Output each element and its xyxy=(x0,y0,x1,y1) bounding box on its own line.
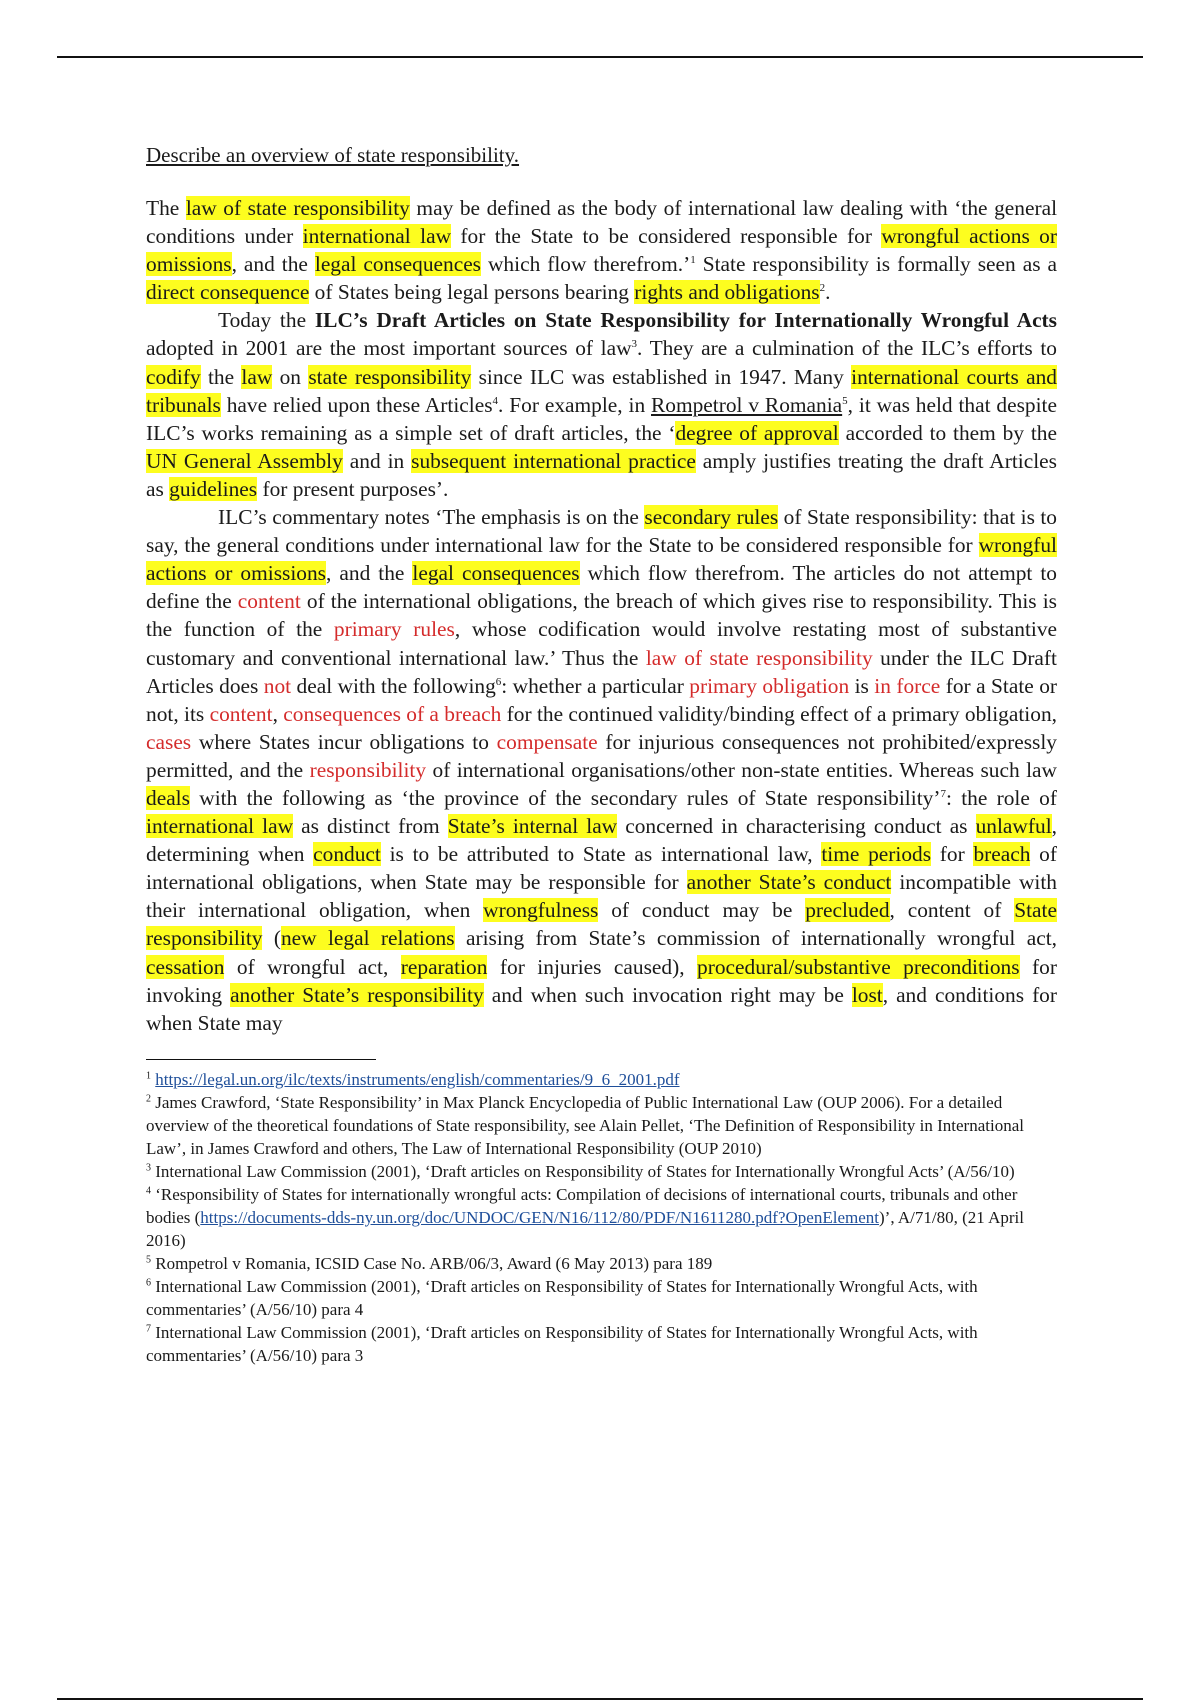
text: , xyxy=(272,701,284,726)
highlight: rights and obligations xyxy=(634,280,820,305)
text: of conduct may be xyxy=(598,898,806,923)
red-text: content xyxy=(209,701,273,726)
text: for invoking xyxy=(146,954,1057,1007)
highlight: cessation xyxy=(146,954,225,979)
text: , whose codification would involve restating most of substantive customary and conventional international law.’ Thus the xyxy=(146,617,1058,670)
red-text: primary obligation xyxy=(689,673,850,698)
text: deal with the following xyxy=(291,673,496,698)
footnote-7 xyxy=(146,1321,1057,1367)
red-text: cases xyxy=(146,729,192,754)
footnote-1 xyxy=(146,1068,1057,1091)
footnote-number: 6 xyxy=(146,1277,151,1289)
text: for present purposes’. xyxy=(257,476,449,501)
red-text: law of state responsibility xyxy=(645,645,873,670)
text: of State responsibility: that is to say, the general conditions under international law for the State to be considered responsible for xyxy=(146,505,1058,558)
text: the xyxy=(200,364,242,389)
footnote-link[interactable]: https://documents-dds-ny.un.org/doc/UNDOC/GEN/N16/112/80/PDF/N1611280.pdf?OpenElement xyxy=(200,1207,879,1227)
footnote-number: 1 xyxy=(146,1070,151,1082)
footnote-separator xyxy=(146,1059,376,1060)
red-text: not xyxy=(263,673,292,698)
footnote-number: 5 xyxy=(146,1254,151,1266)
footnote-text: ‘Responsibility of States for internationally wrongful acts: Compilation of decisions of international courts, tribunals and other bodies ( xyxy=(146,1184,1018,1227)
footnote-4 xyxy=(146,1183,1057,1252)
red-text: compensate xyxy=(496,729,598,754)
footnotes xyxy=(146,1068,1057,1367)
highlight: degree of approval xyxy=(675,420,839,445)
text: may be defined as the body of international law dealing with ‘the general conditions under xyxy=(146,196,1058,249)
footnote-6 xyxy=(146,1275,1057,1321)
text: with the following as ‘the province of the secondary rules of State responsibility’ xyxy=(189,785,941,810)
red-text: primary rules xyxy=(333,617,455,642)
text: , and conditions for when State may xyxy=(146,982,1058,1035)
footnote-text: International Law Commission (2001), ‘Draft articles on Responsibility of States for Internationally Wrongful Acts, with commentaries’ (A/56/10) para 4 xyxy=(146,1276,978,1319)
text: : whether a particular xyxy=(501,673,690,698)
document-body xyxy=(146,194,1057,1037)
highlight: codify xyxy=(146,364,201,389)
text: accorded to them by the xyxy=(838,420,1057,445)
highlight: another State’s responsibility xyxy=(230,982,484,1007)
highlight: new legal relations xyxy=(280,926,455,951)
text: , content of xyxy=(889,898,1015,923)
highlight: deals xyxy=(146,785,190,810)
text: ( xyxy=(262,926,281,951)
text: of international organisations/other non-state entities. Whereas such law xyxy=(426,757,1057,782)
text: . xyxy=(825,280,831,305)
text: : the role of xyxy=(945,785,1057,810)
highlight: wrongful actions or omissions xyxy=(146,533,1057,586)
footnote-number: 7 xyxy=(146,1323,151,1335)
highlight: secondary rules xyxy=(644,505,779,530)
footnote-ref[interactable]: 5 xyxy=(842,394,848,407)
footnote-number: 4 xyxy=(146,1185,151,1197)
highlight: wrongful actions or omissions xyxy=(146,224,1057,277)
text: of international obligations, when State may be responsible for xyxy=(146,842,1057,895)
text: of States being legal persons bearing xyxy=(309,280,635,305)
text: is xyxy=(849,673,875,698)
highlight: guidelines xyxy=(169,476,258,501)
footnote-number: 2 xyxy=(146,1093,151,1105)
footnote-3 xyxy=(146,1160,1057,1183)
text: , determining when xyxy=(146,814,1057,867)
highlight: precluded xyxy=(805,898,890,923)
highlight: international law xyxy=(302,224,452,249)
header-rule xyxy=(57,56,1143,58)
text: . They are a culmination of the ILC’s efforts to xyxy=(637,336,1057,361)
highlight: international courts and tribunals xyxy=(146,364,1057,417)
highlight: state responsibility xyxy=(308,364,472,389)
case-name: Rompetrol v Romania xyxy=(651,392,843,417)
red-text: in force xyxy=(874,673,941,698)
highlight: lost xyxy=(851,982,883,1007)
text: of the international obligations, the breach of which gives rise to responsibility. This is the function of the xyxy=(146,589,1057,642)
text: have relied upon these Articles xyxy=(220,392,493,417)
highlight: legal consequences xyxy=(412,561,580,586)
text: which flow therefrom. The articles do not attempt to define the xyxy=(146,561,1058,614)
text: arising from State’s commission of internationally wrongful act, xyxy=(454,926,1058,951)
text: incompatible with their international obligation, when xyxy=(146,870,1057,923)
text: for injuries caused), xyxy=(487,954,698,979)
paragraph-3 xyxy=(146,503,1057,1037)
highlight: time periods xyxy=(821,842,932,867)
document-title: Describe an overview of state responsibility. xyxy=(146,143,520,167)
highlight: unlawful xyxy=(975,814,1052,839)
footnote-text: Rompetrol v Romania, ICSID Case No. ARB/06/3, Award (6 May 2013) para 189 xyxy=(155,1253,713,1273)
footnote-number: 3 xyxy=(146,1162,151,1174)
text: , and the xyxy=(231,252,315,277)
text: , it was held that despite ILC’s works remaining as a simple set of draft articles, the ‘ xyxy=(146,392,1057,445)
text: State responsibility is formally seen as a xyxy=(695,252,1057,277)
text: for the continued validity/binding effect of a primary obligation, xyxy=(501,701,1057,726)
text: and in xyxy=(342,448,412,473)
text: amply justifies treating the draft Articles as xyxy=(146,448,1057,501)
red-text: content xyxy=(237,589,301,614)
document-page xyxy=(146,140,1057,1367)
highlight: reparation xyxy=(400,954,488,979)
footnote-2 xyxy=(146,1091,1057,1160)
text: as distinct from xyxy=(293,814,448,839)
footnote-ref[interactable]: 7 xyxy=(940,787,946,800)
text: The xyxy=(146,196,186,220)
red-text: consequences of a breach xyxy=(283,701,502,726)
text: for injurious consequences not prohibited/expressly permitted, and the xyxy=(146,729,1057,782)
text: which flow therefrom.’ xyxy=(481,252,691,277)
paragraph-2 xyxy=(146,306,1057,503)
footnote-ref[interactable]: 3 xyxy=(631,338,638,351)
highlight: direct consequence xyxy=(146,280,310,305)
footnote-5 xyxy=(146,1252,1057,1275)
bold-text: ILC’s Draft Articles on State Responsibility for Internationally Wrongful Acts xyxy=(314,308,1058,333)
highlight: wrongfulness xyxy=(483,898,599,923)
red-text: responsibility xyxy=(309,757,427,782)
footnote-ref[interactable]: 2 xyxy=(819,282,826,295)
highlight: procedural/substantive preconditions xyxy=(697,954,1020,979)
text: is to be attributed to State as international law, xyxy=(380,842,822,867)
highlight: State responsibility xyxy=(146,898,1057,951)
text: where States incur obligations to xyxy=(191,729,497,754)
footnote-text: International Law Commission (2001), ‘Draft articles on Responsibility of States for Internationally Wrongful Acts, with commentaries’ (A/56/10) para 3 xyxy=(146,1322,978,1365)
highlight: law of state responsibility xyxy=(185,196,410,220)
highlight: State’s internal law xyxy=(447,814,618,839)
highlight: breach xyxy=(973,842,1031,867)
text: under the ILC Draft Articles does xyxy=(146,645,1057,698)
highlight: law xyxy=(241,364,273,389)
text: concerned in characterising conduct as xyxy=(617,814,976,839)
footnote-ref[interactable]: 6 xyxy=(495,675,502,688)
highlight: UN General Assembly xyxy=(146,448,343,473)
text: for xyxy=(931,842,974,867)
highlight: conduct xyxy=(313,842,381,867)
text: for the State to be considered responsible for xyxy=(451,224,882,249)
footnote-ref[interactable]: 1 xyxy=(690,254,696,267)
text: of wrongful act, xyxy=(224,954,401,979)
text: for a State or not, its xyxy=(146,673,1058,726)
highlight: legal consequences xyxy=(314,252,482,277)
text: since ILC was established in 1947. Many xyxy=(471,364,852,389)
highlight: subsequent international practice xyxy=(411,448,696,473)
paragraph-1 xyxy=(146,194,1057,306)
footnote-ref[interactable]: 4 xyxy=(492,394,499,407)
highlight: another State’s conduct xyxy=(686,870,892,895)
footnote-text: )’, A/71/80, (21 April 2016) xyxy=(146,1207,1024,1250)
footnote-text: International Law Commission (2001), ‘Draft articles on Responsibility of States for Internationally Wrongful Acts’ (A/56/10) xyxy=(155,1161,1015,1181)
text: , and the xyxy=(326,561,413,586)
text: ILC’s commentary notes ‘The emphasis is on the xyxy=(218,505,645,530)
text: and when such invocation right may be xyxy=(483,982,852,1007)
footnote-text: James Crawford, ‘State Responsibility’ in Max Planck Encyclopedia of Public International Law (OUP 2006). For a detailed overview of the theoretical foundations of State responsibility, see Alain Pellet, ‘The Definition of Responsibility in International Law’, in James Crawford and others, The Law of International Responsibility (OUP 2010) xyxy=(146,1092,1024,1158)
text: on xyxy=(272,364,309,389)
highlight: international law xyxy=(146,814,294,839)
footnote-link[interactable]: https://legal.un.org/ilc/texts/instruments/english/commentaries/9_6_2001.pdf xyxy=(155,1069,680,1089)
text: . For example, in xyxy=(498,392,651,417)
text: Today the xyxy=(218,308,315,333)
text: adopted in 2001 are the most important sources of law xyxy=(146,336,632,361)
